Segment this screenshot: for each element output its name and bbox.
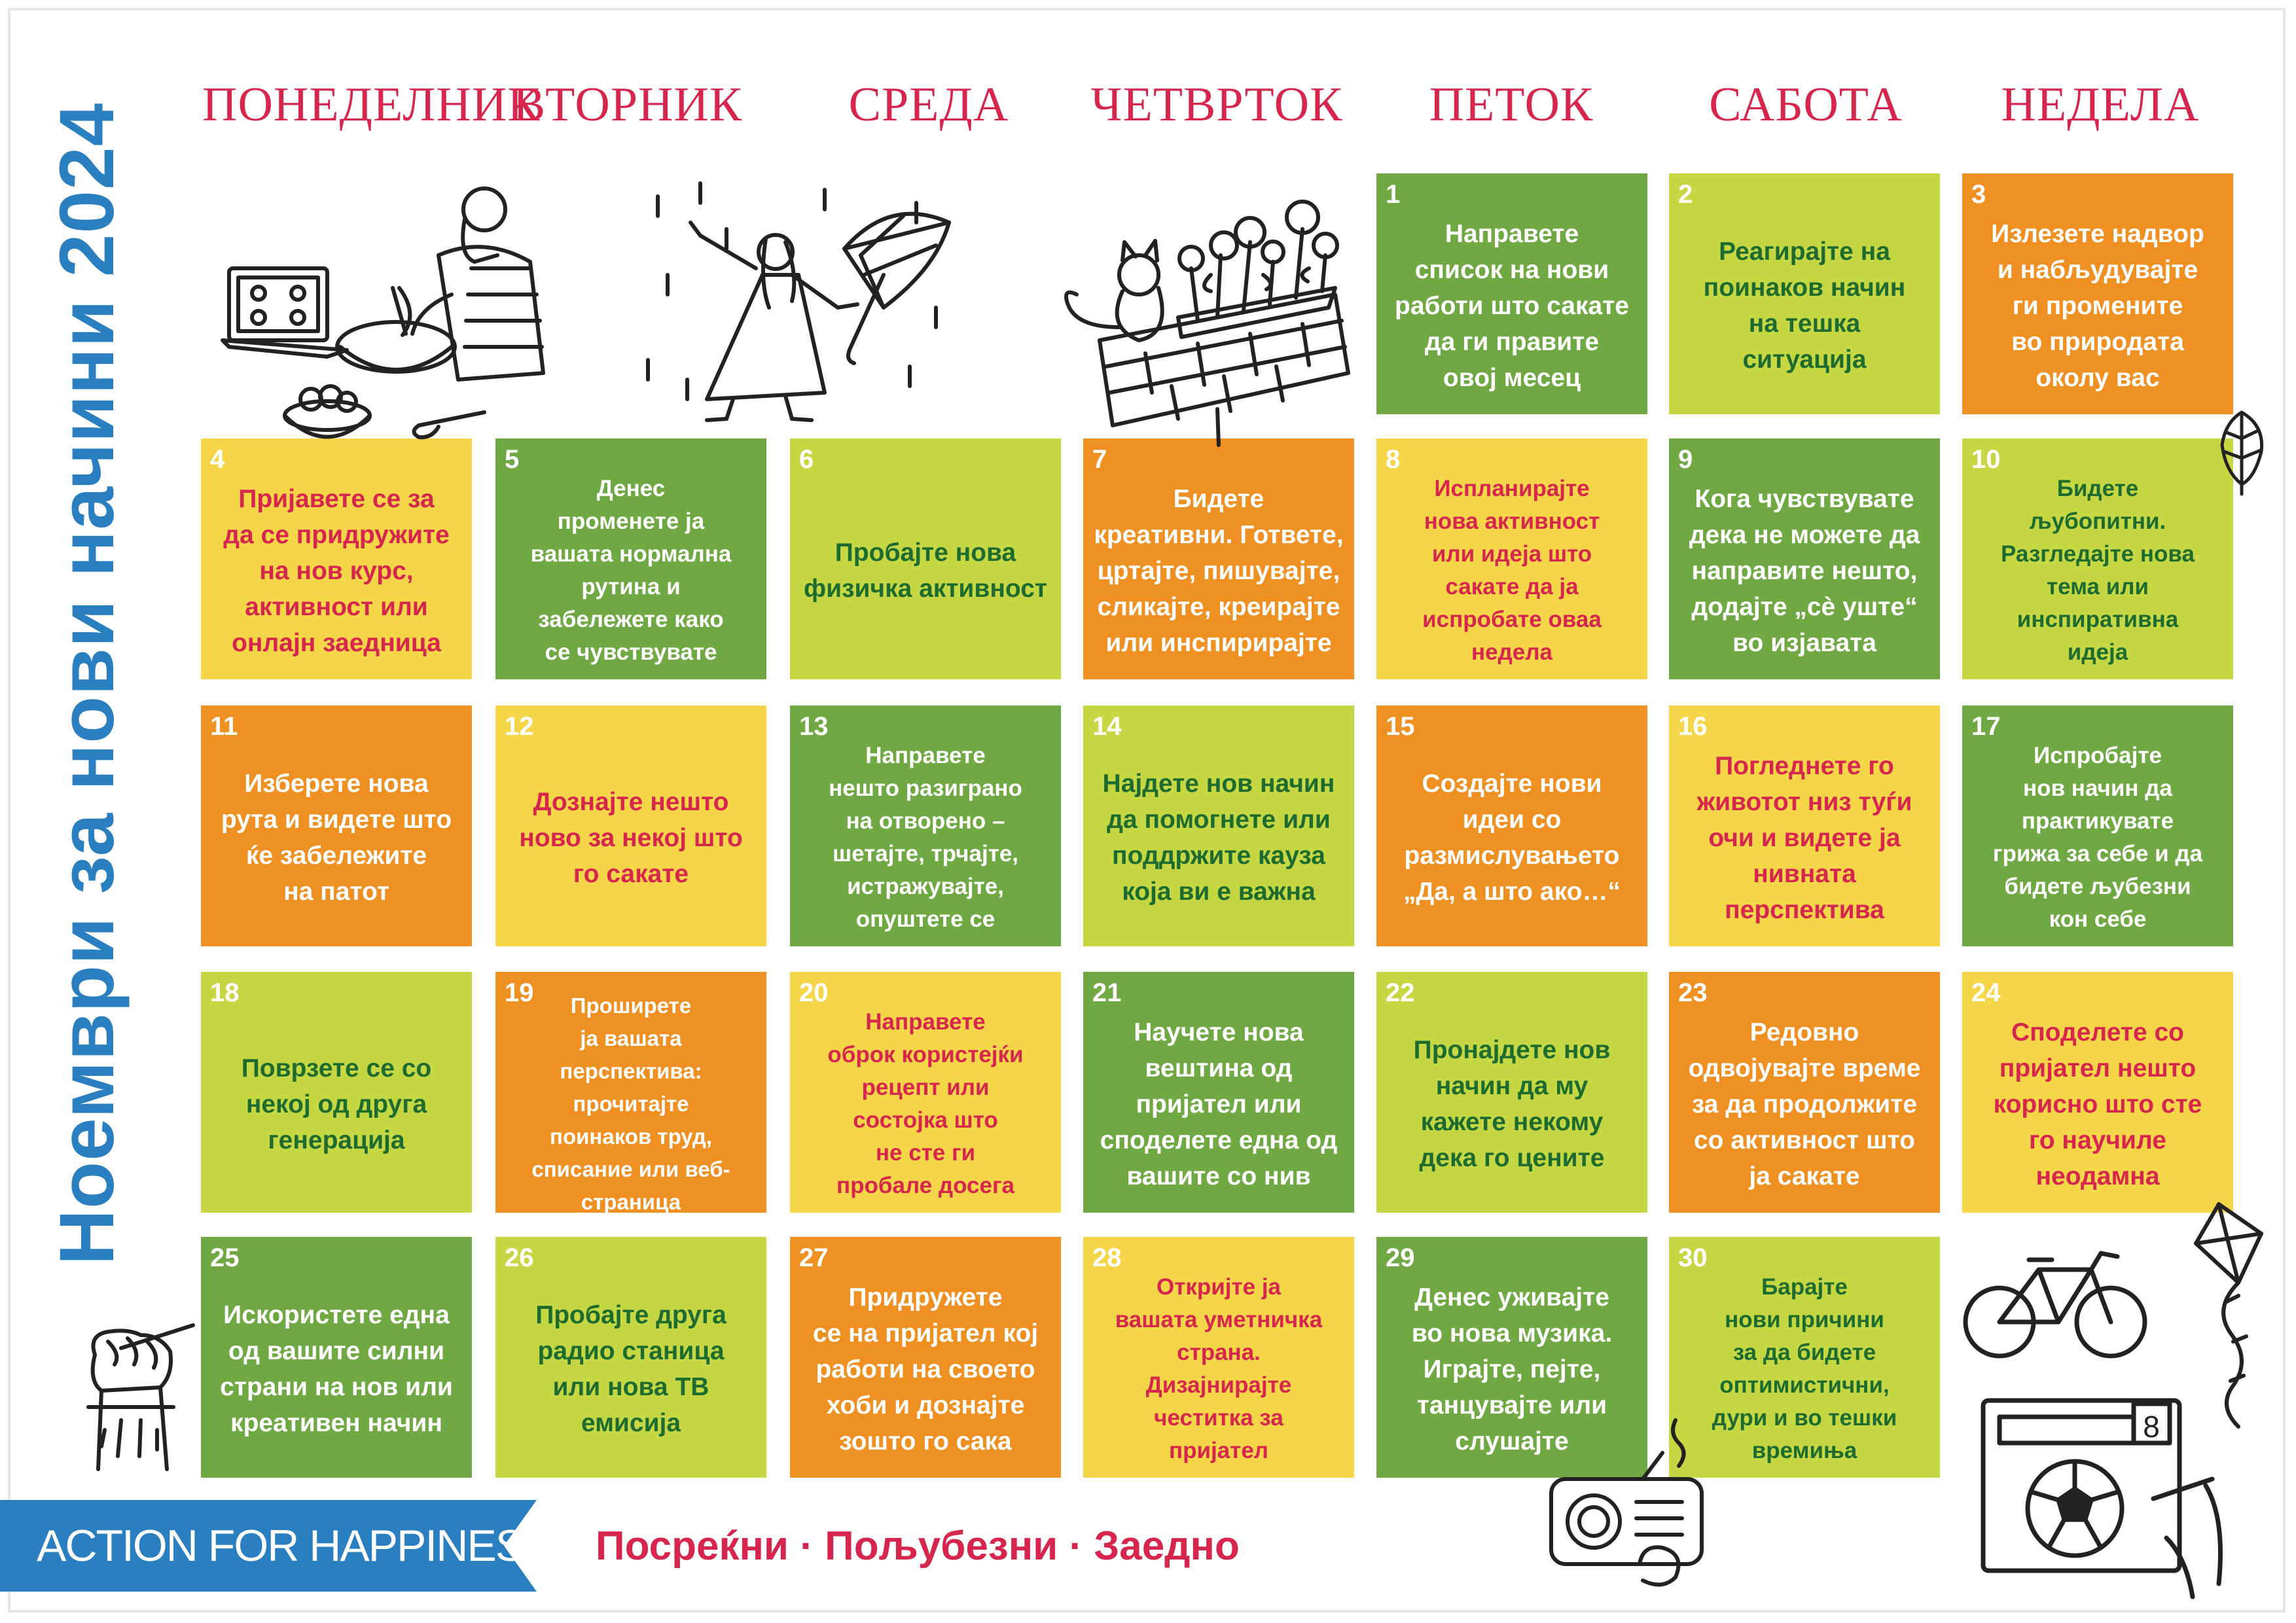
day-cell: [1669, 972, 1940, 1213]
day-activity-text: Излезете надвор и набљудувајте ги промените во природата околу вас: [1991, 219, 2204, 392]
day-activity-text: Направете нешто разиграно на отворено – шетајте, трчајте, истражувајте, опуштете се: [829, 743, 1022, 932]
weekday-thursday: ЧЕТВРТОК: [1090, 78, 1343, 132]
day-cell: [495, 1237, 766, 1478]
day-cell: [1962, 705, 2233, 946]
day-activity-text: Испробајте нов начин да практикувате грижа за себе и да бидете љубезни кон себе: [1992, 743, 2203, 932]
day-activity-text: Направете список на нови работи што сакате да ги правите овој месец: [1395, 219, 1629, 392]
day-number: 18: [210, 978, 240, 1007]
day-activity-text: Барајте нови причини за да бидете оптимистични, дури и во тешки времиња: [1712, 1274, 1897, 1463]
day-number: 11: [210, 712, 238, 741]
day-number: 25: [210, 1243, 240, 1272]
day-number: 10: [1971, 445, 2001, 474]
day-cell: [495, 705, 766, 946]
radio-illustration: [1545, 1414, 1715, 1590]
day-activity-text: Пронајдете нов начин да му кажете некому дека го цените: [1413, 1036, 1611, 1172]
brand-name: ACTION FOR HAPPINESS: [37, 1521, 552, 1571]
day-number: 12: [505, 712, 534, 741]
day-number: 23: [1678, 978, 1708, 1007]
day-number: 30: [1678, 1243, 1708, 1272]
day-activity-text: Бидете љубопитни. Разгледајте нова тема или инспиративна идеја: [2001, 476, 2195, 665]
day-number: 17: [1971, 712, 2001, 741]
day-activity-text: Направете оброк користејќи рецепт или состојка што не сте ги пробале досега: [827, 1009, 1024, 1198]
day-cell: [1376, 705, 1647, 946]
day-activity-text: Редовно одвојувајте време за да продолжите со активност што ја сакате: [1688, 1018, 1921, 1190]
day-cell: [201, 1237, 472, 1478]
day-cell: [790, 972, 1061, 1213]
day-number: 15: [1386, 712, 1415, 741]
day-cell: [495, 972, 766, 1213]
day-cell: [1083, 972, 1354, 1213]
day-activity-text: Споделете со пријател нешто корисно што сте го научиле неодамна: [1993, 1018, 2202, 1190]
day-activity-text: Денес уживајте во нова музика. Играјте, пејте, танцувајте или слушајте: [1411, 1283, 1613, 1455]
weekday-monday: ПОНЕДЕЛНИК: [202, 78, 541, 132]
day-cell: [790, 705, 1061, 946]
day-cell: [1669, 438, 1940, 679]
day-cell: [790, 1237, 1061, 1478]
day-cell: [1962, 972, 2233, 1213]
day-cell: [1376, 972, 1647, 1213]
day-cell: [1376, 438, 1647, 679]
day-cell: [1083, 438, 1354, 679]
day-number: 13: [799, 712, 829, 741]
bicycle-illustration: [1960, 1240, 2150, 1371]
day-number: 6: [799, 445, 814, 474]
rain-umbrella-illustration: [628, 177, 969, 438]
baker-illustration: [223, 183, 563, 445]
day-cell: [1083, 705, 1354, 946]
weekday-tuesday: ВТОРНИК: [512, 78, 743, 132]
day-number: 4: [210, 445, 225, 474]
day-activity-text: Придружете се на пријател кој работи на своето хоби и дознајте зошто го сака: [812, 1283, 1039, 1455]
day-number: 5: [505, 445, 520, 474]
day-number: 29: [1386, 1243, 1415, 1272]
weekday-friday: ПЕТОК: [1429, 78, 1594, 132]
day-number: 16: [1678, 712, 1708, 741]
weekday-sunday: НЕДЕЛА: [2001, 78, 2200, 132]
weekday-saturday: САБОТА: [1709, 78, 1903, 132]
day-number: 19: [505, 978, 534, 1007]
day-number: 20: [799, 978, 829, 1007]
day-cell: [1669, 173, 1940, 414]
day-activity-text: Поврзете се со некој од друга генерација: [241, 1054, 432, 1154]
day-activity-text: Создајте нови идеи со размислувањето „Да, а што ако…“: [1403, 770, 1621, 906]
day-activity-text: Проширете ја вашата перспектива: прочитајте поинаков труд, списание или веб- страница: [531, 993, 730, 1214]
day-activity-text: Кога чувствувате дека не можете да направите нешто, додајте „сè уште“ во изјавата: [1689, 484, 1920, 657]
day-activity-text: Пробајте друга радио станица или нова ТВ емисија: [535, 1301, 726, 1437]
day-activity-text: Испланирајте нова активност или идеја што сакате да ја испробате оваа недела: [1422, 476, 1602, 665]
day-cell: [495, 438, 766, 679]
day-number: 28: [1092, 1243, 1122, 1272]
cat-flowers-illustration: [1047, 177, 1348, 452]
day-cell: [201, 438, 472, 679]
day-number: 14: [1092, 712, 1122, 741]
day-number: 21: [1092, 978, 1122, 1007]
day-activity-text: Откријте ја вашата уметничка страна. Дизајнирајте честитка за пријател: [1115, 1274, 1323, 1463]
day-activity-text: Реагирајте на поинаков начин на тешка ситуација: [1703, 238, 1906, 374]
day-cell: [1376, 173, 1647, 414]
day-cell: [201, 705, 472, 946]
day-cell: [790, 438, 1061, 679]
day-cell: [1083, 1237, 1354, 1478]
day-number: 3: [1971, 180, 1986, 209]
day-cell: [1962, 438, 2233, 679]
day-cell: [1962, 173, 2233, 414]
day-activity-text: Денес променете ја вашата нормална рутина и забележете како се чувствувате: [530, 476, 732, 665]
day-activity-text: Пробајте нова физичка активност: [803, 539, 1048, 603]
day-cell: [201, 972, 472, 1213]
day-activity-text: Погледнете го животот низ туѓи очи и видете ја нивната перспектива: [1696, 751, 1912, 924]
calendar-football-illustration: [1970, 1387, 2232, 1603]
day-activity-text: Научете нова вештина од пријател или споделете една од вашите со нив: [1100, 1018, 1338, 1190]
day-number: 27: [799, 1243, 829, 1272]
day-activity-text: Искористете една од вашите силни страни на нов или креативен начин: [220, 1301, 453, 1437]
tagline: Посреќни · Пољубезни · Заедно: [596, 1523, 1240, 1569]
day-activity-text: Дознајте нешто ново за некој што го сакате: [519, 787, 743, 888]
day-activity-text: Изберете нова рута и видете што ќе забележите на патот: [221, 770, 452, 906]
calendar-page-number: 8: [2143, 1410, 2160, 1444]
day-number: 8: [1386, 445, 1401, 474]
page-title: Ноември за нови начини 2024: [44, 102, 130, 1266]
day-number: 9: [1678, 445, 1693, 474]
day-activity-text: Бидете креативни. Гответе, цртајте, пишувајте, сликајте, креирајте или инспирирајте: [1094, 484, 1344, 657]
day-activity-text: Пријавете се за да се придружите на нов курс, активност или онлајн заедница: [223, 484, 450, 657]
day-number: 7: [1092, 445, 1107, 474]
leaf-icon: [2206, 406, 2278, 497]
fist-pen-illustration: [62, 1315, 206, 1479]
weekday-wednesday: СРЕДА: [848, 78, 1009, 132]
day-number: 26: [505, 1243, 534, 1272]
day-number: 1: [1386, 180, 1401, 209]
day-number: 2: [1678, 180, 1693, 209]
day-activity-text: Најдете нов начин да помогнете или поддржите кауза која ви е важна: [1102, 770, 1335, 906]
day-cell: [1669, 705, 1940, 946]
day-number: 24: [1971, 978, 2001, 1007]
day-number: 22: [1386, 978, 1415, 1007]
